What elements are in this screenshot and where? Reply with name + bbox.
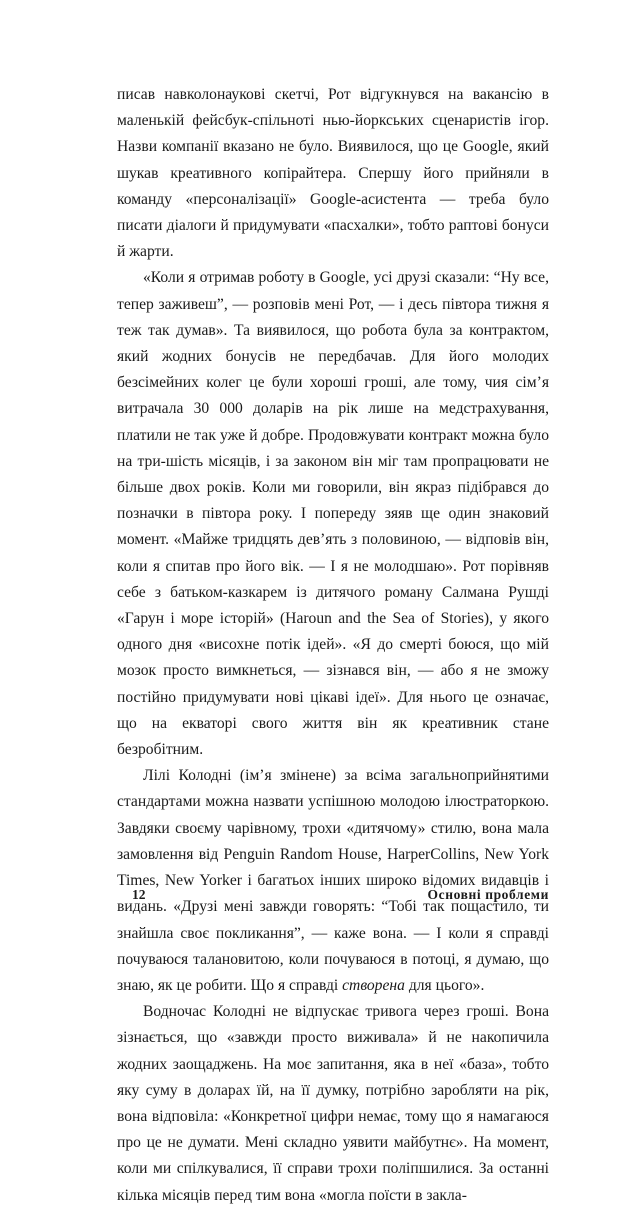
paragraph-text: Лілі Колодні (ім’я змінене) за всіма загальноприйнятими стандартами можна назвати успішною молодою ілюстраторкою. Завдяки своєму чарівному, трохи «дитячому» стилю, вона мала замовлення від Penguin Random House, HarperCollins, New York Times, New Yorker і багатьох інших широко відомих видавців і видань. «Друзі мені завжди говорять: “Тобі так пощастило, ти знайшла своє покликання”, — каже вона. — І коли я справді почуваюся талановитою, коли почуваюся в потоці, я думаю, що знаю, як це робити. Що я справді — [117, 767, 549, 994]
body-text — [117, 82, 549, 1209]
paragraph-1 — [117, 82, 549, 265]
paragraph-2 — [117, 265, 549, 763]
paragraph-text: «Коли я отримав роботу в Google, усі друзі сказали: “Ну все, тепер заживеш”, — розповів мені Рот, — і десь півтора тижня я теж так думав». Та виявилося, що робота була за контрактом, який жодних бонусів не передбачав. Для його молодих безсімейних колег це були хороші гроші, але тому, чия сім’я витрачала 30 000 доларів на рік лише на медстрахування, платили не так уже й добре. Продовжувати контракт можна було на три-шість місяців, і за законом він міг там пропрацювати не більше двох років. Коли ми говорили, він якраз підібрався до позначки в півтора року. І попереду зяяв ще один знаковий момент. «Майже тридцять дев’ять з половиною, — відповів він, коли я спитав про його вік. — І я не молодшаю». Рот порівняв себе з батьком-казкарем із дитячого роману Салмана Рушді «Гарун і море історій» (Haroun and the Sea of Stories), у якого одного дня «висохне потік ідей». «Я до смерті боюся, що мій мозок просто вимкнеться, — зізнався він, — або я не зможу постійно придумувати нові цікаві ідеї». Для нього це означає, що на екваторі свого життя він як креативник стане безробітним. — [117, 269, 549, 759]
paragraph-text-after: для цього». — [404, 976, 485, 994]
italic-word: створена — [342, 976, 405, 994]
page-number: 12 — [132, 887, 146, 902]
paragraph-text: писав навколонаукові скетчі, Рот відгукнувся на вакансію в маленькій фейсбук-спільноті нью-йоркських сценаристів ігор. Назви компанії вказано не було. Виявилося, що це Google, який шукав креативного копірайтера. Спершу його прийняли в команду «персоналізації» Google-асистента — треба було писати діалоги й придумувати «пасхалки», тобто раптові бонуси й жарти. — [117, 86, 549, 261]
paragraph-text: Водночас Колодні не відпускає тривога через гроші. Вона зізнається, що «завжди просто виживала» й не накопичила жодних заощаджень. На моє запитання, яка в неї «база», тобто яку суму в доларах їй, на її думку, потрібно заробляти на рік, вона відповіла: «Конкретної цифри немає, тому що я намагаюся про це не думати. Мені складно уявити майбутнє». На момент, коли ми спілкувалися, її справи трохи поліпшилися. За останні кілька місяців перед тим вона «могла поїсти в закла- — [117, 1003, 549, 1204]
running-head: Основні проблеми — [427, 887, 549, 902]
paragraph-4 — [117, 999, 549, 1209]
paragraph-3 — [117, 763, 549, 999]
